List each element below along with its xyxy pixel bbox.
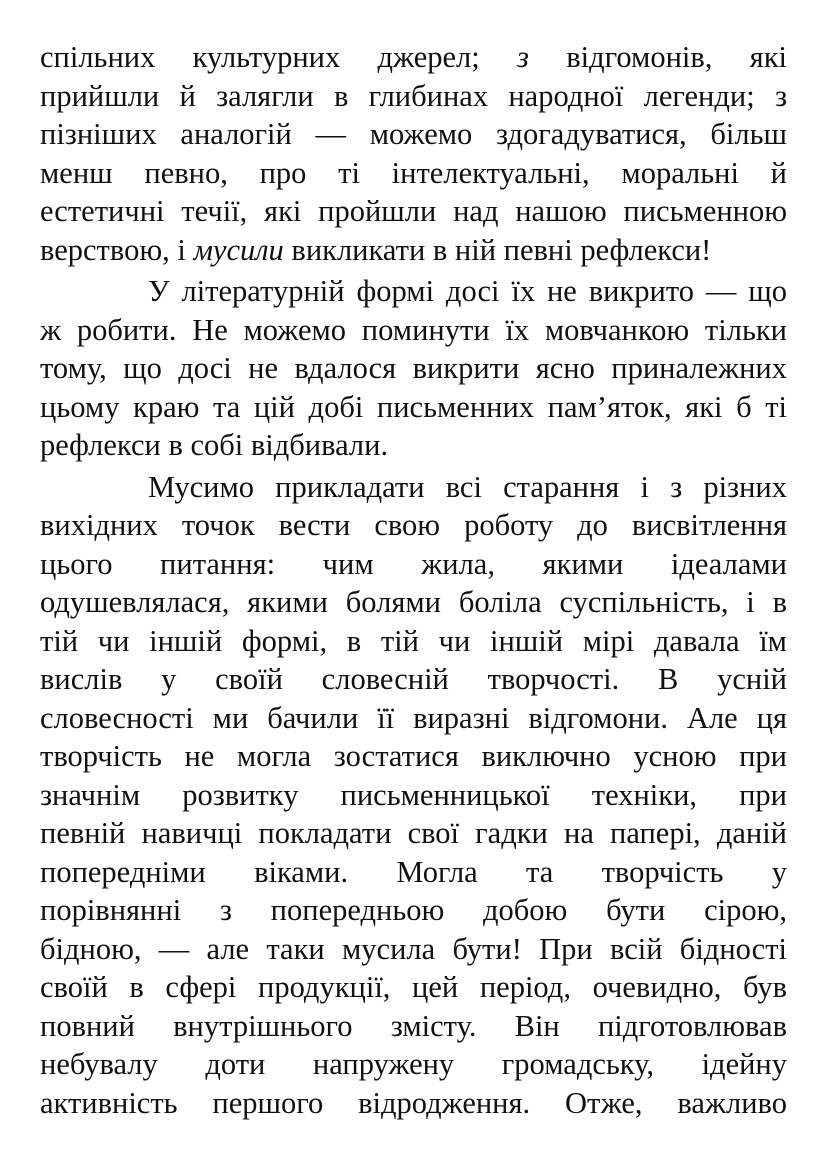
text-line: [40, 77, 787, 116]
text-run: активність першого відродження. Отже, важливо: [40, 1085, 787, 1120]
text-line: [40, 545, 787, 584]
text-line: [40, 231, 787, 270]
text-run: своїй в сфері продукції, цей період, очевидно, був: [40, 970, 787, 1004]
text-line: [40, 622, 787, 661]
text-run: пізніших аналогій — можемо здогадуватися, більш: [40, 117, 787, 151]
text-run: цьому краю та цій добі письменних пам’яток, які б ті: [40, 389, 787, 424]
text-run: попередніми віками. Могла та творчість у: [40, 854, 787, 889]
text-run: спільних культурних джерел;: [40, 40, 518, 74]
text-run: словесності ми бачили її виразні відгомони. Але ця: [40, 700, 787, 735]
italic-text: мусили: [193, 232, 284, 267]
text-run: бідною, — але таки мусила бути! При всій бідності: [40, 931, 787, 966]
text-line: [40, 891, 787, 930]
text-line: [40, 1007, 787, 1046]
text-line: [40, 426, 787, 465]
text-run: викликати в ній певні рефлекси!: [283, 232, 712, 267]
text-run: Мусимо прикладати всі старання і з різних: [148, 469, 787, 504]
text-run: значнім розвитку письменницької техніки, при: [40, 777, 787, 812]
text-run: прийшли й залягли в глибинах народної легенди; з: [40, 78, 787, 113]
text-run: певній навичці покладати свої гадки на папері, даній: [40, 816, 787, 850]
document-page: [40, 38, 787, 1122]
text-run: У літературній формі досі їх не викрито — що: [148, 274, 787, 308]
text-line: [40, 930, 787, 969]
italic-text: з: [517, 40, 529, 74]
text-line: [40, 583, 787, 622]
text-run: вихідних точок вести свою роботу до висвітлення: [40, 508, 787, 542]
text-line: [40, 38, 787, 77]
text-line: [40, 154, 787, 193]
text-line: [40, 699, 787, 738]
text-run: одушевлялася, якими болями боліла суспільність, і в: [40, 585, 787, 619]
text-run: повний внутрішнього змісту. Він підготовлював: [40, 1008, 787, 1043]
text-line: [40, 349, 787, 388]
text-line: [40, 388, 787, 427]
text-run: верствою, і: [40, 232, 194, 267]
text-run: порівнянні з попередньою добою бути сірою,: [40, 893, 787, 927]
text-run: вислів у своїй словесній творчості. В усній: [40, 662, 787, 696]
text-line: [40, 506, 787, 545]
text-line: [40, 115, 787, 154]
text-run: тій чи іншій формі, в тій чи іншій мірі давала їм: [40, 623, 787, 658]
text-line: [40, 1084, 787, 1123]
text-run: цього питання: чим жила, якими ідеалами: [40, 546, 787, 581]
paragraph-3: [40, 468, 787, 1123]
text-run: відгомонів, які: [528, 40, 787, 74]
text-line: [40, 660, 787, 699]
text-line: [40, 737, 787, 776]
text-line: [40, 853, 787, 892]
text-line: [40, 468, 787, 507]
text-line: [40, 776, 787, 815]
text-run: ж робити. Не можемо поминути їх мовчанкою тільки: [40, 312, 787, 347]
text-line: [40, 814, 787, 853]
text-line: [40, 1045, 787, 1084]
text-line: [40, 968, 787, 1007]
text-run: тому, що досі не вдалося викрити ясно приналежних: [40, 351, 787, 385]
text-run: небувалу доти напружену громадську, ідейну: [40, 1047, 787, 1081]
text-run: рефлекси в собі відбивали.: [40, 428, 389, 462]
paragraph-2: [40, 272, 787, 465]
text-run: менш певно, про ті інтелектуальні, моральні й: [40, 155, 787, 190]
paragraph-1: [40, 38, 787, 269]
text-run: творчість не могла зостатися виключно усною при: [40, 739, 787, 773]
text-line: [40, 192, 787, 231]
text-line: [40, 311, 787, 350]
text-run: естетичні течії, які пройшли над нашою письменною: [40, 194, 787, 228]
text-line: [40, 272, 787, 311]
